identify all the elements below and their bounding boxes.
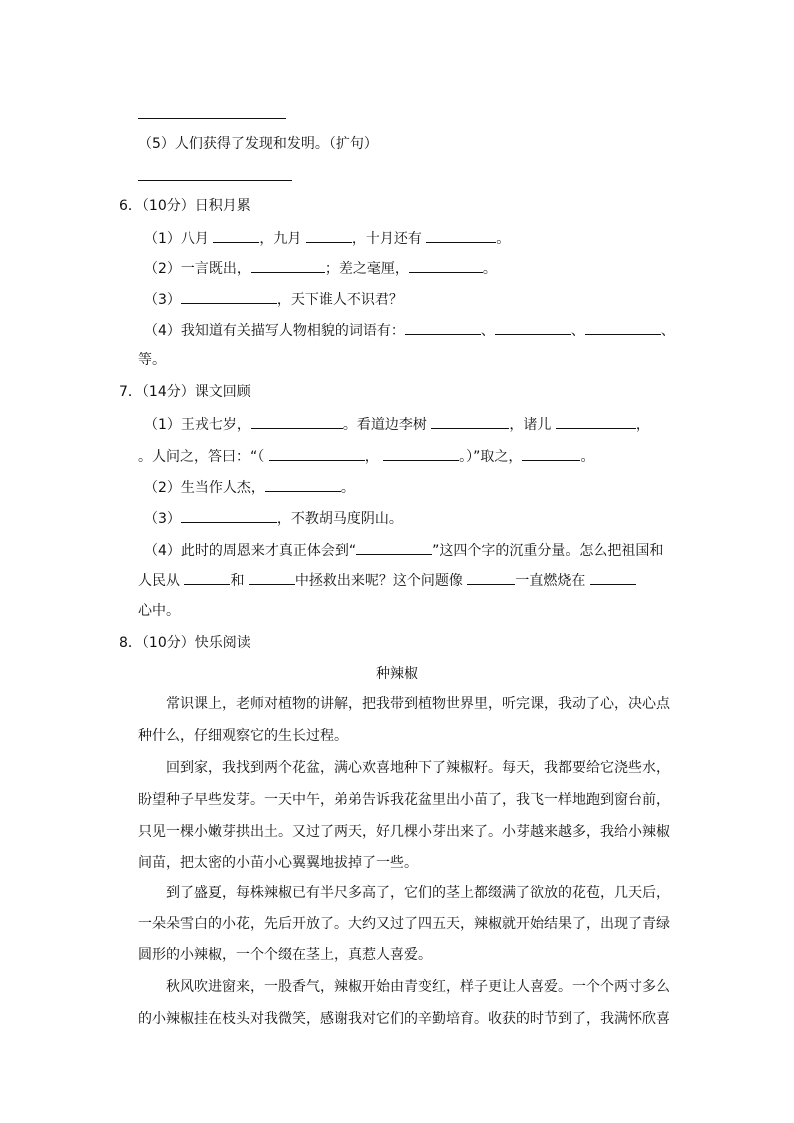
reading-line: 回到家，我找到两个花盆，满心欢喜地种下了辣椒籽。每天，我都要给它浇些水， (166, 760, 670, 776)
q8-heading: 8．（10分）快乐阅读 (119, 635, 251, 651)
blank[interactable] (467, 570, 515, 585)
reading-line: 间苗，把太密的小苗小心翼翼地拔掉了一些。 (138, 855, 418, 871)
q6-heading: 6．（10分）日积月累 (119, 198, 251, 214)
reading-line: 的小辣椒挂在枝头对我微笑，感谢我对它们的辛勤培育。收获的时节到了，我满怀欣喜 (138, 1011, 670, 1027)
text: （3） (144, 292, 181, 308)
q6-line-4 (144, 320, 675, 341)
blank[interactable] (306, 228, 352, 243)
text: ，九月 (259, 231, 302, 247)
answer-line[interactable] (138, 180, 292, 181)
text: （4）我知道有关描写人物相貌的词语有： (144, 323, 405, 339)
q7-line-6 (138, 570, 636, 591)
blank[interactable] (585, 320, 661, 335)
blank[interactable] (556, 414, 636, 429)
blank[interactable] (431, 414, 509, 429)
text: 。 (496, 231, 511, 247)
reading-line: 只见一棵小嫩芽拱出土。又过了两天，好几棵小芽出来了。小芽越来越多，我给小辣椒 (138, 824, 670, 840)
blank[interactable] (409, 258, 483, 273)
blank[interactable] (249, 570, 295, 585)
blank[interactable] (426, 228, 496, 243)
text: ， (364, 449, 379, 465)
text: ，诸儿 (509, 417, 552, 433)
text: （1）王戎七岁， (144, 417, 251, 433)
text: 和 (230, 573, 245, 589)
blank[interactable] (251, 414, 343, 429)
reading-line: 到了盛夏，每株辣椒已有半尺多高了，它们的茎上都缀满了欲放的花苞，几天后， (166, 885, 670, 901)
text: （4）此时的周恩来才真正体会到“ (144, 543, 357, 559)
text: （1）八月 (144, 231, 209, 247)
text: ， (635, 417, 650, 433)
text: 、 (660, 323, 675, 339)
q7-line-7: 心中。 (138, 603, 180, 619)
blank[interactable] (181, 289, 277, 304)
q6-line-2 (144, 258, 497, 279)
blank[interactable] (356, 540, 432, 555)
text: 一直燃烧在 (515, 573, 586, 589)
blank[interactable] (590, 570, 636, 585)
q7-line-5 (144, 540, 663, 561)
q6-line-1 (144, 228, 510, 249)
reading-line: 盼望种子早些发芽。一天中午，弟弟告诉我花盆里出小苗了，我飞一样地跑到窗台前， (138, 792, 670, 808)
text: ；差之毫厘， (324, 261, 409, 277)
blank[interactable] (181, 508, 277, 523)
q7-line-4 (144, 508, 403, 529)
text: 。）”取之， (459, 449, 523, 465)
text: ，不教胡马度阴山。 (276, 511, 403, 527)
text: 。 (482, 261, 497, 277)
blank[interactable] (269, 446, 365, 461)
q7-line-2 (138, 446, 594, 467)
text: （3） (144, 511, 181, 527)
reading-line: 圆形的小辣椒，一个个缀在茎上，真惹人喜爱。 (138, 947, 432, 963)
blank[interactable] (405, 320, 481, 335)
reading-line: 秋风吹进窗来，一股香气，辣椒开始由青变红，样子更让人喜爱。一个个两寸多么 (166, 979, 670, 995)
blank[interactable] (184, 570, 230, 585)
q7-line-3 (144, 477, 355, 498)
text: 中拯救出来呢？这个问题像 (294, 573, 463, 589)
blank[interactable] (213, 228, 259, 243)
text: ”这四个字的沉重分量。怎么把祖国和 (432, 543, 664, 559)
reading-line: 一朵朵雪白的小花，先后开放了。大约又过了四五天，辣椒就开始结果了，出现了青绿 (138, 916, 670, 932)
text: 。 (340, 480, 355, 496)
q6-line-4-end: 等。 (138, 352, 166, 368)
text: （2）生当作人杰， (144, 480, 265, 496)
reading-title: 种辣椒 (376, 666, 418, 682)
blank[interactable] (265, 477, 341, 492)
text: 、 (570, 323, 585, 339)
blank[interactable] (251, 258, 325, 273)
answer-line[interactable] (138, 118, 286, 119)
text: ，十月还有 (351, 231, 422, 247)
text: ，天下谁人不识君？ (276, 292, 403, 308)
q5-item-5: （5）人们获得了发现和发明。（扩句） (138, 136, 378, 152)
text: 人民从 (138, 573, 180, 589)
text: （2）一言既出， (144, 261, 251, 277)
text: 、 (480, 323, 495, 339)
q7-heading: 7．（14分）课文回顾 (119, 384, 251, 400)
text: 。看道边李树 (342, 417, 427, 433)
q6-line-3 (144, 289, 403, 310)
blank[interactable] (383, 446, 459, 461)
reading-line: 种什么，仔细观察它的生长过程。 (138, 728, 348, 744)
blank[interactable] (522, 446, 580, 461)
text: 。 (580, 449, 595, 465)
blank[interactable] (495, 320, 571, 335)
q7-line-1 (144, 414, 650, 435)
reading-line: 常识课上，老师对植物的讲解，把我带到植物世界里，听完课，我动了心，决心点 (166, 696, 670, 712)
text: 。人问之，答曰：“（ (138, 449, 265, 465)
